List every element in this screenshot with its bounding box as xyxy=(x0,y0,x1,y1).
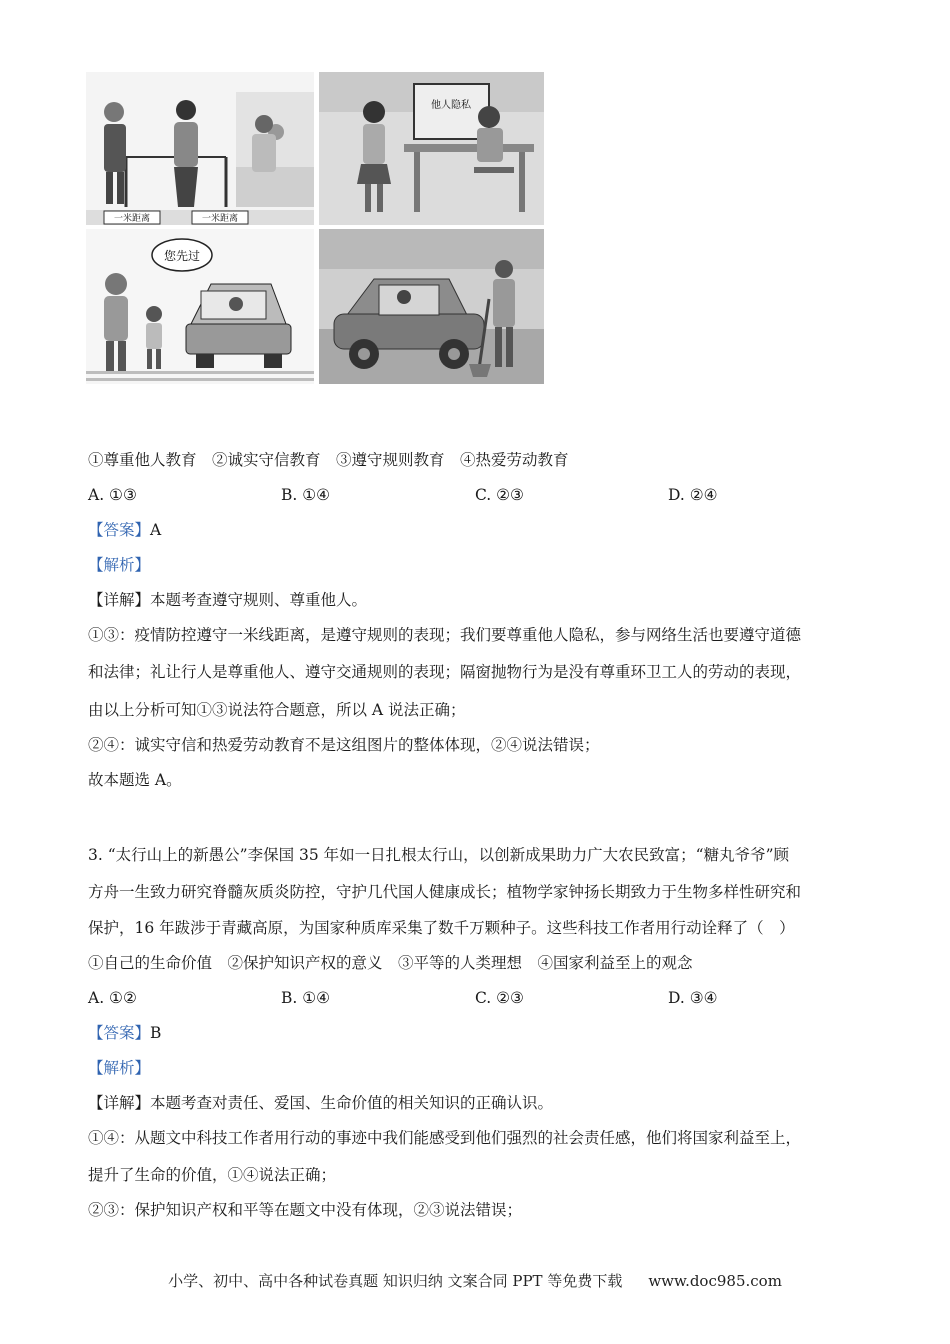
answer-value: B xyxy=(150,1024,162,1042)
q2-explanation-line: 由以上分析可知①③说法符合题意，所以 A 说法正确； xyxy=(88,701,466,719)
detail-text: 本题考查遵守规则、尊重他人。 xyxy=(150,591,368,609)
q2-answer xyxy=(88,520,161,540)
q2-explanation-line: ①③：疫情防控遵守一米线距离，是遵守规则的表现；我们要尊重他人隐私，参与网络生活也要遵守道德 xyxy=(88,626,802,644)
q3-statements: ①自己的生命价值 ②保护知识产权的意义 ③平等的人类理想 ④国家利益至上的观念 xyxy=(88,954,693,972)
analysis-tag: 【解析】 xyxy=(88,1059,151,1077)
panel-yield-pedestrians xyxy=(86,229,314,384)
page-footer xyxy=(0,1270,950,1291)
analysis-tag: 【解析】 xyxy=(88,556,151,574)
q2-detail xyxy=(88,590,367,610)
answer-value: A xyxy=(150,521,162,539)
detail-text: 本题考查对责任、爱国、生命价值的相关知识的正确认识。 xyxy=(150,1094,554,1112)
question-illustration xyxy=(86,72,544,384)
q2-option-d: D. ②④ xyxy=(668,486,718,504)
q2-option-a: A. ①③ xyxy=(88,486,137,504)
panel-throwing-litter xyxy=(319,229,544,384)
q3-analysis-heading xyxy=(88,1058,150,1078)
detail-tag: 【详解】 xyxy=(88,591,151,609)
q3-stem-line: 方舟一生致力研究脊髓灰质炎防控，守护几代国人健康成长；植物学家钟扬长期致力于生物多样性研究和 xyxy=(88,883,802,901)
q3-stem-line: 保护，16 年跋涉于青藏高原，为国家种质库采集了数千万颗种子。这些科技工作者用行动诠释了（ ） xyxy=(88,919,795,937)
detail-tag: 【详解】 xyxy=(88,1094,151,1112)
footer-url[interactable]: www.doc985.com xyxy=(648,1272,782,1290)
q2-explanation-line: 和法律；礼让行人是尊重他人、遵守交通规则的表现；隔窗抛物行为是没有尊重环卫工人的劳动的表现， xyxy=(88,663,802,681)
panel-one-meter-distance xyxy=(86,72,314,225)
q2-option-c: C. ②③ xyxy=(475,486,524,504)
q3-explanation-line: ①④：从题文中科技工作者用行动的事迹中我们能感受到他们强烈的社会责任感，他们将国家利益至上， xyxy=(88,1129,802,1147)
q2-conclusion: 故本题选 A。 xyxy=(88,771,182,789)
q3-answer xyxy=(88,1023,161,1043)
q3-explanation-line: ②③：保护知识产权和平等在题文中没有体现，②③说法错误； xyxy=(88,1201,523,1219)
answer-tag: 【答案】 xyxy=(88,521,151,539)
q2-explanation-line: ②④：诚实守信和热爱劳动教育不是这组图片的整体体现，②④说法错误； xyxy=(88,736,600,754)
q2-analysis-heading xyxy=(88,555,150,575)
distance-label-1: 一米距离 xyxy=(113,214,151,224)
footer-slogan: 小学、初中、高中各种试卷真题 知识归纳 文案合同 PPT 等免费下载 xyxy=(168,1272,623,1290)
distance-label-2: 一米距离 xyxy=(201,214,239,224)
panel-privacy xyxy=(319,72,544,225)
answer-tag: 【答案】 xyxy=(88,1024,151,1042)
q3-option-c: C. ②③ xyxy=(475,989,524,1007)
q3-option-d: D. ③④ xyxy=(668,989,718,1007)
q3-option-a: A. ①② xyxy=(88,989,137,1007)
q2-option-b: B. ①④ xyxy=(281,486,331,504)
q3-detail xyxy=(88,1093,553,1113)
screen-text: 他人隐私 xyxy=(431,100,471,111)
q3-option-b: B. ①④ xyxy=(281,989,331,1007)
q3-stem-line: 3. “太行山上的新愚公”李保国 35 年如一日扎根太行山，以创新成果助力广大农民致富；“糖丸爷爷”顾 xyxy=(88,846,789,864)
q2-statements: ①尊重他人教育 ②诚实守信教育 ③遵守规则教育 ④热爱劳动教育 xyxy=(88,451,569,469)
q3-explanation-line: 提升了生命的价值，①④说法正确； xyxy=(88,1166,337,1184)
speech-bubble-text: 您先过 xyxy=(163,249,201,263)
